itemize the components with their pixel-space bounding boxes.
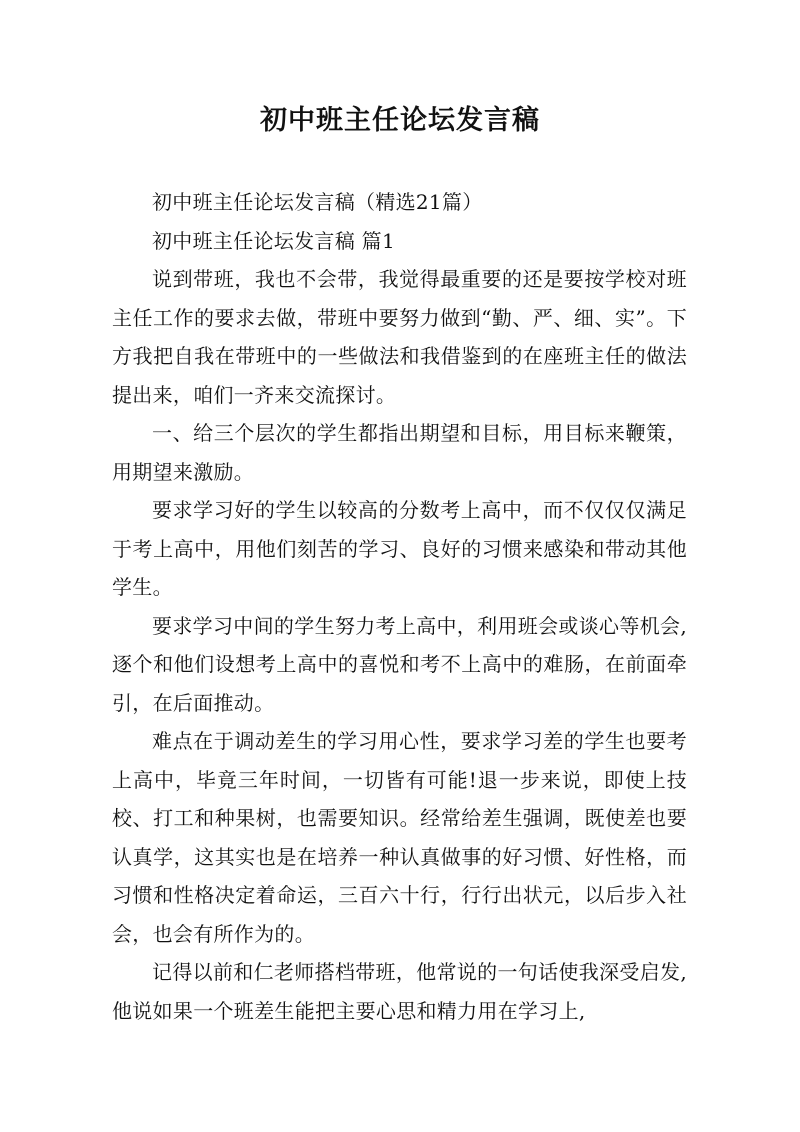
paragraph: 说到带班，我也不会带，我觉得最重要的还是要按学校对班主任工作的要求去做，带班中要努力做到“勤、严、细、实”。下方我把自我在带班中的一些做法和我借鉴到的在座班主任的做法提出来，咱们一齐来交流探讨。 [112, 267, 687, 407]
paragraph: 要求学习中间的学生努力考上高中，利用班会或谈心等机会,逐个和他们设想考上高中的喜悦和考不上高中的难肠，在前面牵引，在后面推动。 [112, 613, 687, 715]
paragraph-subtitle: 初中班主任论坛发言稿（精选21篇） [152, 190, 483, 214]
paragraph-section-heading: 初中班主任论坛发言稿 篇1 [152, 228, 395, 253]
document-body [112, 183, 687, 1030]
paragraph: 记得以前和仁老师搭档带班，他常说的一句话使我深受启发,他说如果一个班差生能把主要心思和精力用在学习上, [112, 960, 687, 1023]
document-title: 初中班主任论坛发言稿 [260, 105, 540, 136]
paragraph: 一、给三个层次的学生都指出期望和目标，用目标来鞭策，用期望来激励。 [112, 421, 687, 484]
paragraph: 要求学习好的学生以较高的分数考上高中，而不仅仅仅满足于考上高中，用他们刻苦的学习、良好的习惯来感染和带动其他学生。 [112, 498, 687, 599]
paragraph: 难点在于调动差生的学习用心性，要求学习差的学生也要考上高中，毕竟三年时间，一切皆有可能!退一步来说，即使上技校、打工和种果树，也需要知识。经常给差生强调，既使差也要认真学，这其实也是在培养一种认真做事的好习惯、好性格，而习惯和性格决定着命运，三百六十行，行行出状元，以后步入社会，也会有所作为的。 [112, 729, 687, 946]
